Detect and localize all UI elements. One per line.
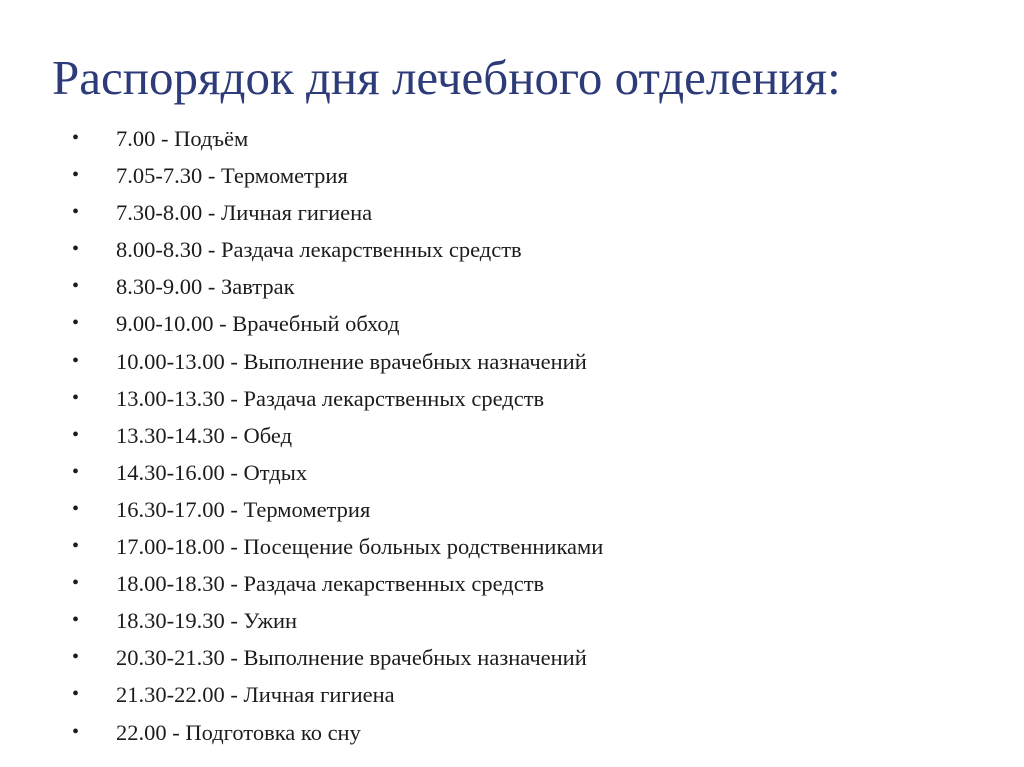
bullet-icon: •	[72, 201, 80, 224]
schedule-item-text: 17.00-18.00 - Посещение больных родственниками	[116, 534, 604, 560]
bullet-icon: •	[72, 423, 80, 446]
bullet-icon: •	[72, 609, 80, 632]
schedule-item-text: 7.05-7.30 - Термометрия	[116, 163, 348, 189]
schedule-item-text: 18.30-19.30 - Ужин	[116, 608, 298, 634]
bullet-icon: •	[72, 164, 80, 187]
bullet-icon: •	[72, 720, 80, 743]
bullet-icon: •	[72, 683, 80, 706]
schedule-item-text: 8.30-9.00 - Завтрак	[116, 274, 295, 300]
bullet-icon: •	[72, 646, 80, 669]
bullet-icon: •	[72, 386, 80, 409]
schedule-item-text: 16.30-17.00 - Термометрия	[116, 496, 371, 522]
schedule-item-text: 21.30-22.00 - Личная гигиена	[116, 682, 395, 708]
bullet-icon: •	[72, 127, 80, 149]
schedule-item-text: 14.30-16.00 - Отдых	[116, 459, 308, 485]
schedule-item-text: 7.00 - Подъём	[116, 126, 249, 151]
schedule-item-text: 22.00 - Подготовка ко сну	[116, 719, 361, 745]
schedule-item-text: 7.30-8.00 - Личная гигиена	[116, 200, 373, 226]
schedule-item-text: 8.00-8.30 - Раздача лекарственных средств	[116, 237, 522, 263]
schedule-item-text: 13.30-14.30 - Обед	[116, 422, 293, 448]
schedule-item-text: 18.00-18.30 - Раздача лекарственных средств	[116, 571, 545, 597]
schedule-item-text: 20.30-21.30 - Выполнение врачебных назначений	[116, 645, 587, 671]
schedule-item-text: 9.00-10.00 - Врачебный обход	[116, 311, 400, 337]
bullet-icon: •	[72, 275, 80, 298]
bullet-icon: •	[72, 312, 80, 335]
schedule-item-text: 13.00-13.30 - Раздача лекарственных средств	[116, 385, 545, 411]
bullet-icon: •	[72, 349, 80, 372]
bullet-icon: •	[72, 572, 80, 595]
slide-title: Распорядок дня лечебного отделения:	[52, 50, 841, 105]
bullet-icon: •	[72, 238, 80, 261]
bullet-icon: •	[72, 460, 80, 483]
schedule-item-text: 10.00-13.00 - Выполнение врачебных назначений	[116, 348, 587, 374]
bullet-icon: •	[72, 535, 80, 558]
bullet-icon: •	[72, 497, 80, 520]
